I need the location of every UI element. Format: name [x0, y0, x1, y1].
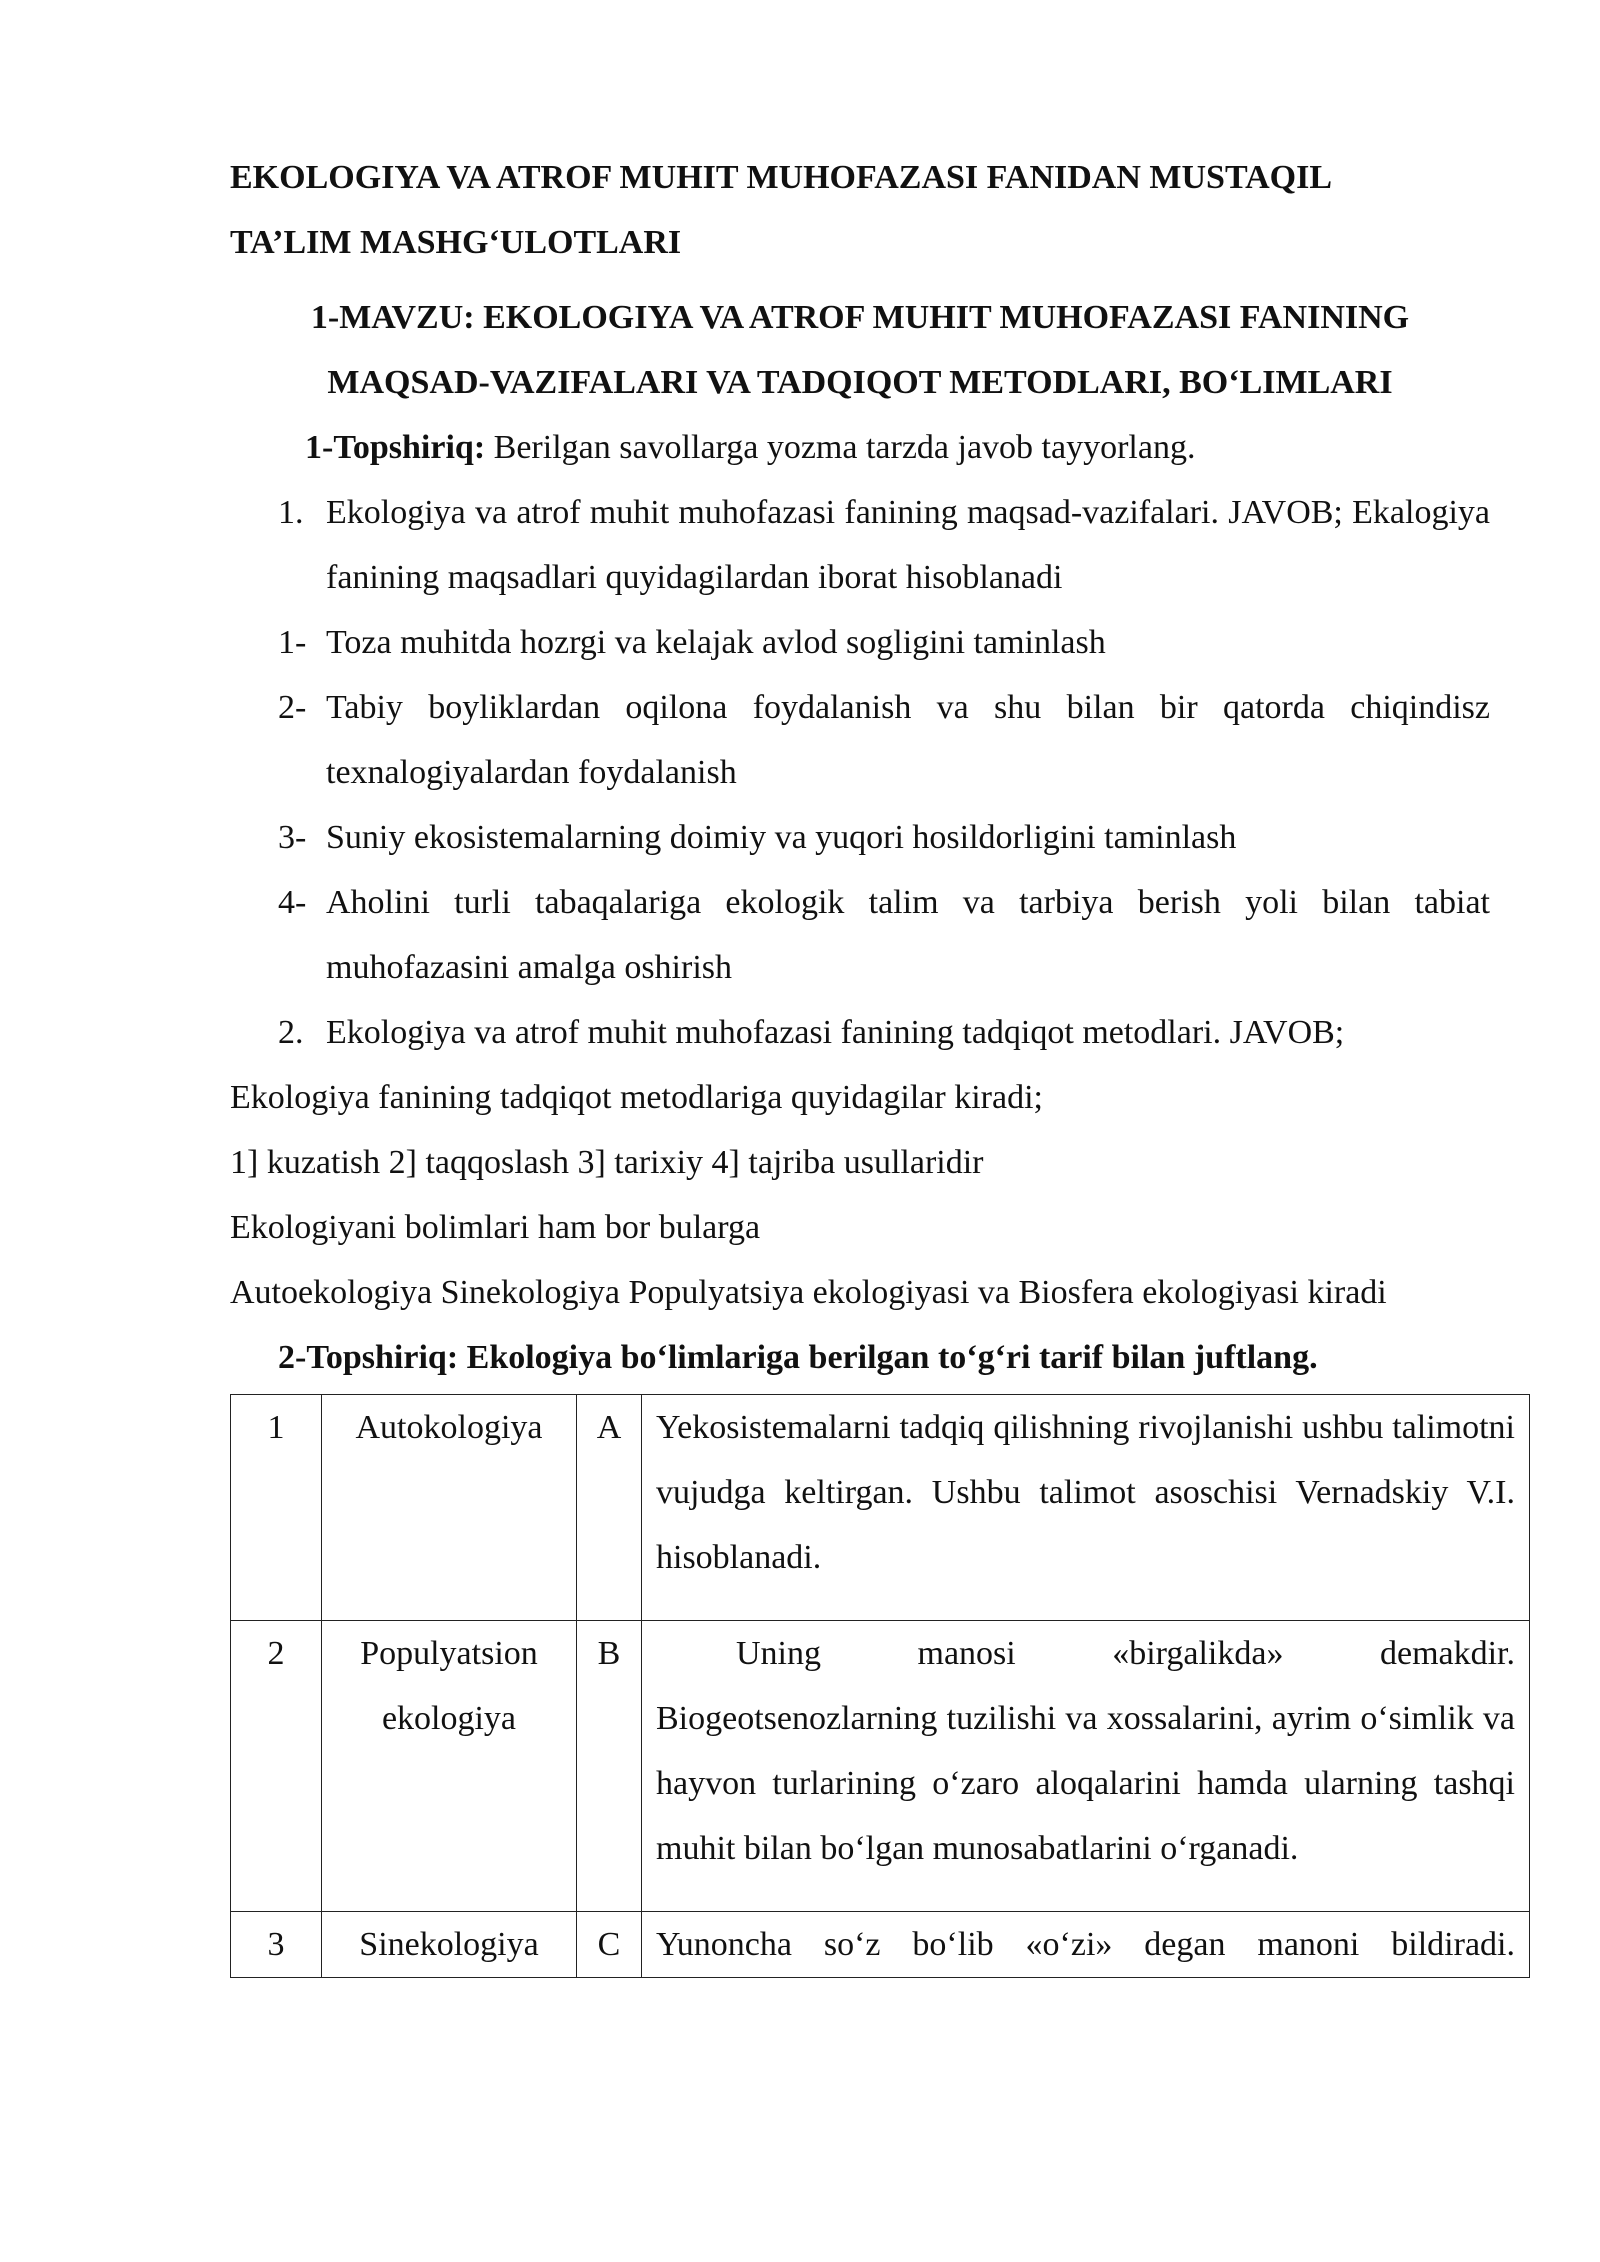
sections-intro: Ekologiyani bolimlari ham bor bularga	[230, 1209, 761, 1246]
answer-text: Suniy ekosistemalarning doimiy va yuqori hosildorligini taminlash	[326, 819, 1237, 856]
methods-list: 1] kuzatish 2] taqqoslash 3] tarixiy 4] tajriba usullaridir	[230, 1144, 984, 1181]
row-definition-text: Yekosistemalarni tadqiq qilishning rivojlanishi ushbu talimotni vujudga keltirgan. Ushbu talimot asoschisi Vernadskiy V.I. hisoblanadi.	[656, 1409, 1515, 1576]
row-number: 2	[231, 1621, 322, 1912]
answer-text: Tabiy boyliklardan oqilona foydalanish va shu bilan bir qatorda chiqindisz texnalogiyalardan foydalanish	[326, 689, 1490, 791]
matching-table	[230, 1394, 1530, 1978]
question-2	[230, 1000, 1490, 1065]
title-line-2: TA’LIM MASHG‘ULOTLARI	[230, 224, 682, 261]
task-1-text: Berilgan savollarga yozma tarzda javob tayyorlang.	[485, 429, 1196, 466]
answer-number: 1-	[278, 624, 307, 661]
row-definition	[642, 1912, 1530, 1978]
row-definition-text: Uning manosi «birgalikda» demakdir. Biogeotsenozlarning tuzilishi va xossalarini, ayrim o‘simlik va hayvon turlarining o‘zaro aloqalarini hamda ularning tashqi muhit bilan bo‘lgan munosabatlarini o‘rganadi.	[656, 1635, 1515, 1867]
answer-text: Toza muhitda hozrgi va kelajak avlod sogligini taminlash	[326, 624, 1106, 661]
row-definition	[642, 1621, 1530, 1912]
row-definition	[642, 1395, 1530, 1621]
row-term: Autokologiya	[322, 1395, 577, 1621]
answer-number: 4-	[278, 884, 307, 921]
row-letter: B	[577, 1621, 642, 1912]
question-1-number: 1.	[278, 494, 304, 531]
answer-item	[230, 805, 1490, 870]
row-definition-text: Yunoncha so‘z bo‘lib «o‘zi» degan manoni bildiradi.	[656, 1926, 1515, 1963]
table-row	[231, 1621, 1530, 1912]
task-1	[230, 415, 1490, 480]
question-1	[230, 480, 1490, 610]
row-term: Populyatsion ekologiya	[322, 1621, 577, 1912]
table-row	[231, 1395, 1530, 1621]
topic-heading	[230, 285, 1490, 415]
topic-line-2: MAQSAD-VAZIFALARI VA TADQIQOT METODLARI, BO‘LIMLARI	[327, 364, 1393, 401]
row-term: Sinekologiya	[322, 1912, 577, 1978]
answer-text: Aholini turli tabaqalariga ekologik talim va tarbiya berish yoli bilan tabiat muhofazasini amalga oshirish	[326, 884, 1490, 986]
answer-item	[230, 610, 1490, 675]
answer-number: 3-	[278, 819, 307, 856]
answer-number: 2-	[278, 689, 307, 726]
methods-intro: Ekologiya fanining tadqiqot metodlariga quyidagilar kiradi;	[230, 1079, 1043, 1116]
table-row	[231, 1912, 1530, 1978]
question-1-text: Ekologiya va atrof muhit muhofazasi fanining maqsad-vazifalari. JAVOB; Ekalogiya fanining maqsadlari quyidagilardan iborat hisoblanadi	[326, 494, 1490, 596]
answer-item	[230, 870, 1490, 1000]
title-line-1: EKOLOGIYA VA ATROF MUHIT MUHOFAZASI FANIDAN MUSTAQIL	[230, 159, 1333, 196]
answer-item	[230, 675, 1490, 805]
topic-line-1: 1-MAVZU: EKOLOGIYA VA ATROF MUHIT MUHOFAZASI FANINING	[310, 299, 1410, 336]
question-2-number: 2.	[278, 1014, 304, 1051]
question-2-text: Ekologiya va atrof muhit muhofazasi fanining tadqiqot metodlari. JAVOB;	[326, 1014, 1345, 1051]
document-page	[230, 145, 1515, 1978]
task-1-label: 1-Topshiriq:	[305, 429, 486, 466]
document-title	[230, 145, 1490, 275]
row-letter: A	[577, 1395, 642, 1621]
row-letter: C	[577, 1912, 642, 1978]
task-2: 2-Topshiriq: Ekologiya bo‘limlariga berilgan to‘g‘ri tarif bilan juftlang.	[278, 1339, 1318, 1376]
row-number: 1	[231, 1395, 322, 1621]
row-number: 3	[231, 1912, 322, 1978]
sections-list: Autoekologiya Sinekologiya Populyatsiya ekologiyasi va Biosfera ekologiyasi kiradi	[230, 1274, 1387, 1311]
